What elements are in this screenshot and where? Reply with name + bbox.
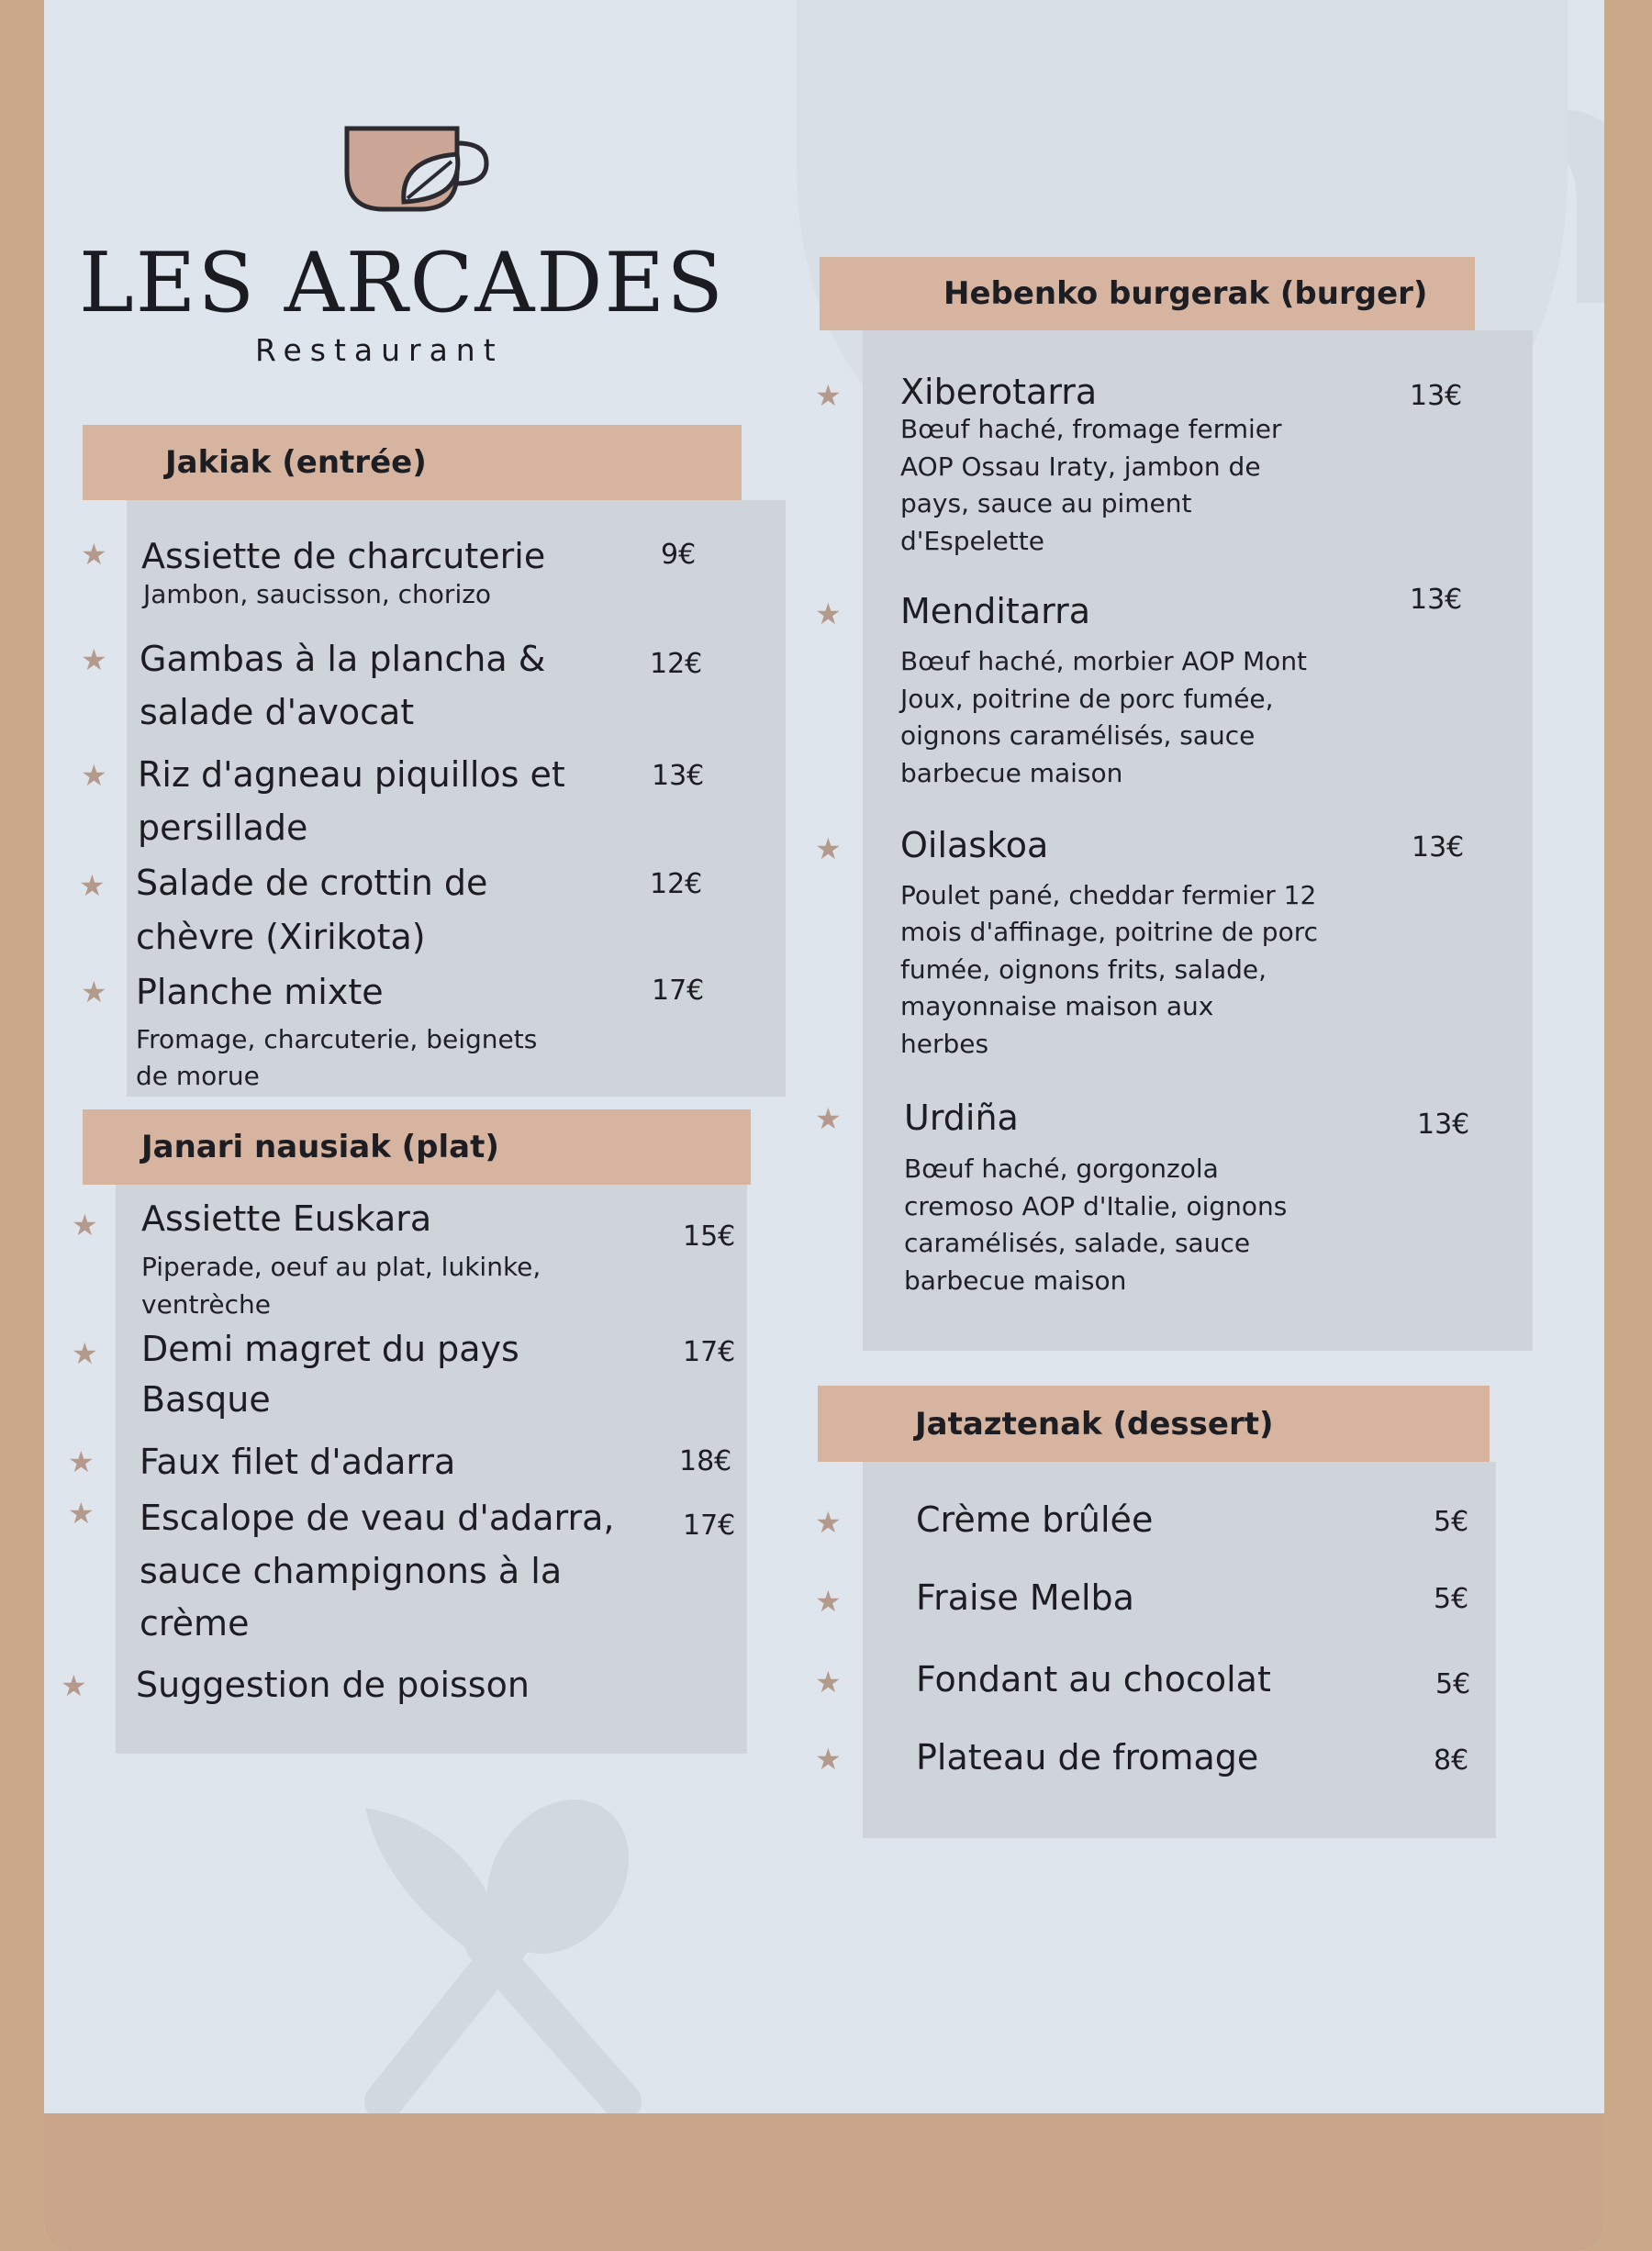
dish-desc: herbes [900, 1029, 989, 1059]
star-icon: ★ [81, 537, 107, 572]
restaurant-subtitle: Restaurant [255, 332, 504, 368]
dish-price: 12€ [650, 648, 703, 680]
dish-desc: Fromage, charcuterie, beignets [136, 1024, 538, 1054]
dish-price: 12€ [650, 868, 703, 900]
dish-desc: barbecue maison [900, 758, 1123, 788]
spoon-knife-icon [347, 1789, 677, 2129]
dish-desc: d'Espelette [900, 526, 1044, 556]
dish-name: Faux filet d'adarra [140, 1442, 456, 1482]
dish-price: 13€ [652, 760, 705, 792]
star-icon: ★ [815, 831, 842, 866]
dish-name: Crème brûlée [916, 1499, 1154, 1540]
dish-name: Fraise Melba [916, 1577, 1134, 1618]
star-icon: ★ [68, 1496, 95, 1531]
dish-desc: mois d'affinage, poitrine de porc [900, 917, 1318, 947]
dish-name: Assiette Euskara [141, 1198, 432, 1239]
dish-desc: Bœuf haché, fromage fermier [900, 414, 1282, 444]
dish-desc: AOP Ossau Iraty, jambon de [900, 451, 1261, 482]
dish-desc: mayonnaise maison aux [900, 991, 1214, 1021]
dish-name: Riz d'agneau piquillos et [138, 754, 565, 795]
dish-price: 13€ [1417, 1109, 1470, 1141]
dish-name: Fondant au chocolat [916, 1659, 1271, 1699]
dish-desc: Jambon, saucisson, chorizo [143, 579, 492, 609]
star-icon: ★ [81, 758, 107, 793]
entree-title: Jakiak (entrée) [165, 444, 427, 481]
star-icon: ★ [79, 868, 106, 903]
star-icon: ★ [81, 975, 107, 1009]
star-icon: ★ [815, 1505, 842, 1540]
star-icon: ★ [72, 1336, 98, 1371]
star-icon: ★ [815, 378, 842, 413]
dish-desc: Piperade, oeuf au plat, lukinke, [141, 1252, 541, 1282]
dish-name: Gambas à la plancha & [140, 639, 546, 679]
dish-desc: Bœuf haché, gorgonzola [904, 1153, 1219, 1184]
dish-name: crème [140, 1603, 250, 1644]
dish-price: 17€ [683, 1336, 736, 1368]
dish-name: Basque [141, 1379, 271, 1420]
dish-price: 15€ [683, 1220, 736, 1253]
dish-desc: pays, sauce au piment [900, 488, 1192, 518]
dish-desc: cremoso AOP d'Italie, oignons [904, 1191, 1288, 1221]
dish-name: chèvre (Xirikota) [136, 917, 426, 957]
dish-desc: Bœuf haché, morbier AOP Mont [900, 646, 1308, 676]
dish-price: 5€ [1434, 1506, 1469, 1538]
plat-title: Janari nausiak (plat) [141, 1129, 499, 1165]
menu-card [44, 0, 1604, 2251]
star-icon: ★ [81, 642, 107, 677]
restaurant-name: LES ARCADES [79, 235, 725, 331]
dish-desc: Poulet pané, cheddar fermier 12 [900, 880, 1317, 910]
dish-name: Demi magret du pays [141, 1329, 519, 1369]
dish-name: Suggestion de poisson [136, 1665, 530, 1705]
dish-name: Planche mixte [136, 972, 384, 1012]
star-icon: ★ [815, 596, 842, 631]
plat-header [83, 1109, 751, 1185]
dish-name: Plateau de fromage [916, 1737, 1259, 1777]
dish-name: persillade [138, 808, 308, 848]
star-icon: ★ [815, 1665, 842, 1699]
entree-header [83, 425, 742, 500]
dish-price: 9€ [661, 539, 697, 571]
dish-price: 13€ [1412, 831, 1465, 864]
dish-name: salade d'avocat [140, 692, 415, 732]
dish-desc: caramélisés, salade, sauce [904, 1228, 1251, 1258]
dessert-title: Jataztenak (dessert) [915, 1405, 1274, 1443]
dish-name: Salade de crottin de [136, 863, 488, 903]
dish-price: 18€ [679, 1445, 732, 1477]
dish-name: Xiberotarra [900, 372, 1098, 412]
dish-price: 13€ [1410, 380, 1463, 412]
dish-price: 5€ [1434, 1583, 1469, 1615]
dish-name: Escalope de veau d'adarra, [140, 1498, 615, 1538]
burger-title: Hebenko burgerak (burger) [943, 275, 1428, 312]
star-icon: ★ [72, 1208, 98, 1243]
dish-price: 8€ [1434, 1744, 1469, 1777]
dish-price: 5€ [1435, 1668, 1471, 1700]
star-icon: ★ [68, 1444, 95, 1479]
dish-name: Oilaskoa [900, 825, 1049, 865]
dish-price: 17€ [683, 1510, 736, 1542]
dish-name: Urdiña [904, 1098, 1019, 1138]
burger-header [820, 257, 1475, 330]
dish-name: Assiette de charcuterie [141, 536, 546, 576]
dish-desc: barbecue maison [904, 1265, 1127, 1296]
star-icon: ★ [815, 1584, 842, 1619]
dish-desc: oignons caramélisés, sauce [900, 720, 1256, 751]
dish-desc: de morue [136, 1061, 260, 1091]
star-icon: ★ [61, 1668, 87, 1703]
dish-price: 17€ [652, 975, 705, 1007]
dessert-header [818, 1386, 1490, 1462]
bottom-band [44, 2113, 1604, 2251]
dish-desc: ventrèche [141, 1289, 272, 1320]
coffee-cup-leaf-icon [329, 117, 503, 218]
star-icon: ★ [815, 1101, 842, 1136]
dish-price: 13€ [1410, 584, 1463, 616]
dish-desc: fumée, oignons frits, salade, [900, 954, 1267, 985]
star-icon: ★ [815, 1742, 842, 1777]
dish-desc: Joux, poitrine de porc fumée, [900, 684, 1274, 714]
dish-name: sauce champignons à la [140, 1551, 563, 1591]
dish-name: Menditarra [900, 591, 1090, 631]
